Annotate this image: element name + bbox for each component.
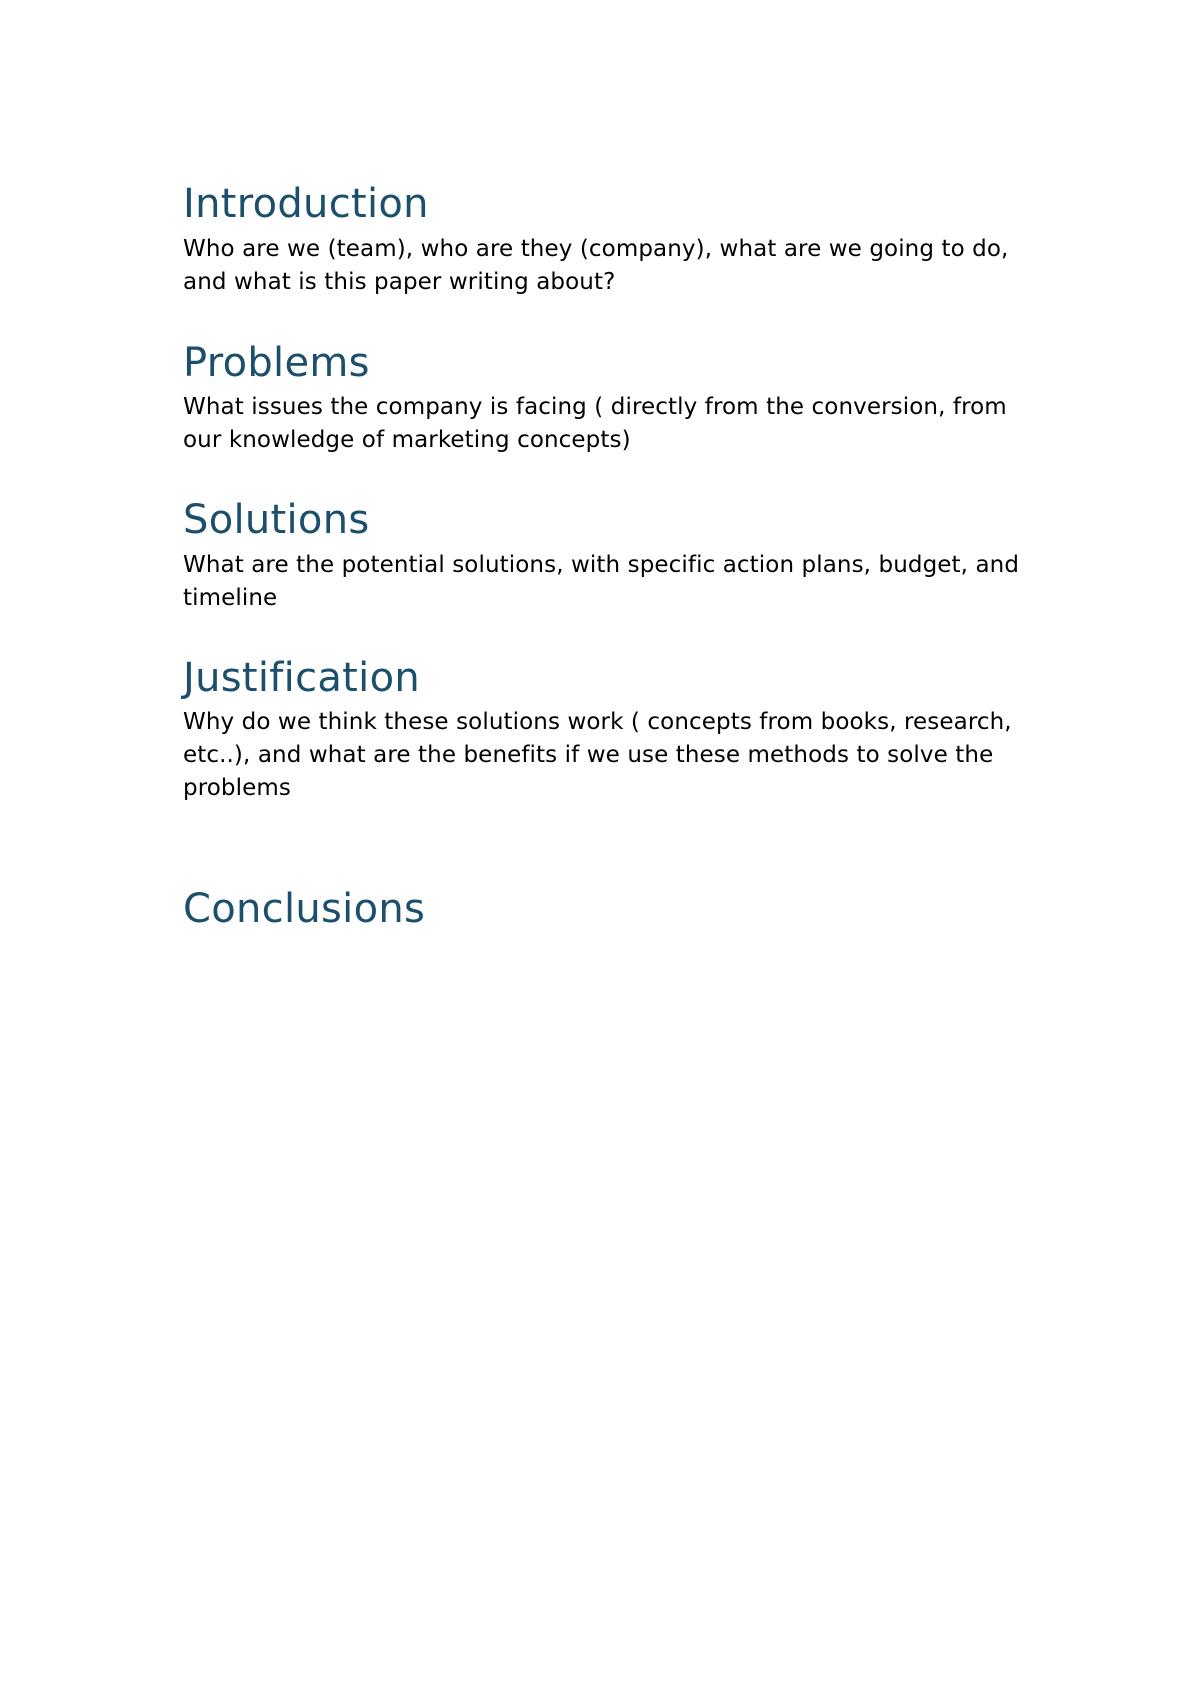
paragraph-solutions: What are the potential solutions, with specific action plans, budget, and timeline: [183, 552, 1020, 611]
section-problems: [183, 337, 1023, 457]
heading-solutions: Solutions: [183, 497, 370, 543]
section-justification: [183, 652, 1023, 805]
heading-introduction: Introduction: [183, 181, 429, 227]
heading-conclusions: Conclusions: [183, 886, 426, 932]
section-solutions: [183, 494, 1023, 615]
paragraph-justification: Why do we think these solutions work ( concepts from books, research, etc..), and what are the benefits if we use these methods to solve the problems: [183, 709, 1012, 801]
heading-justification: Justification: [183, 655, 421, 701]
document-content: [183, 178, 1023, 935]
heading-problems: Problems: [183, 340, 370, 386]
paragraph-introduction: Who are we (team), who are they (company), what are we going to do, and what is this paper writing about?: [183, 236, 1009, 295]
section-introduction: [183, 178, 1023, 299]
section-conclusions: [183, 883, 1023, 935]
paragraph-problems: What issues the company is facing ( directly from the conversion, from our knowledge of marketing concepts): [183, 394, 1007, 453]
